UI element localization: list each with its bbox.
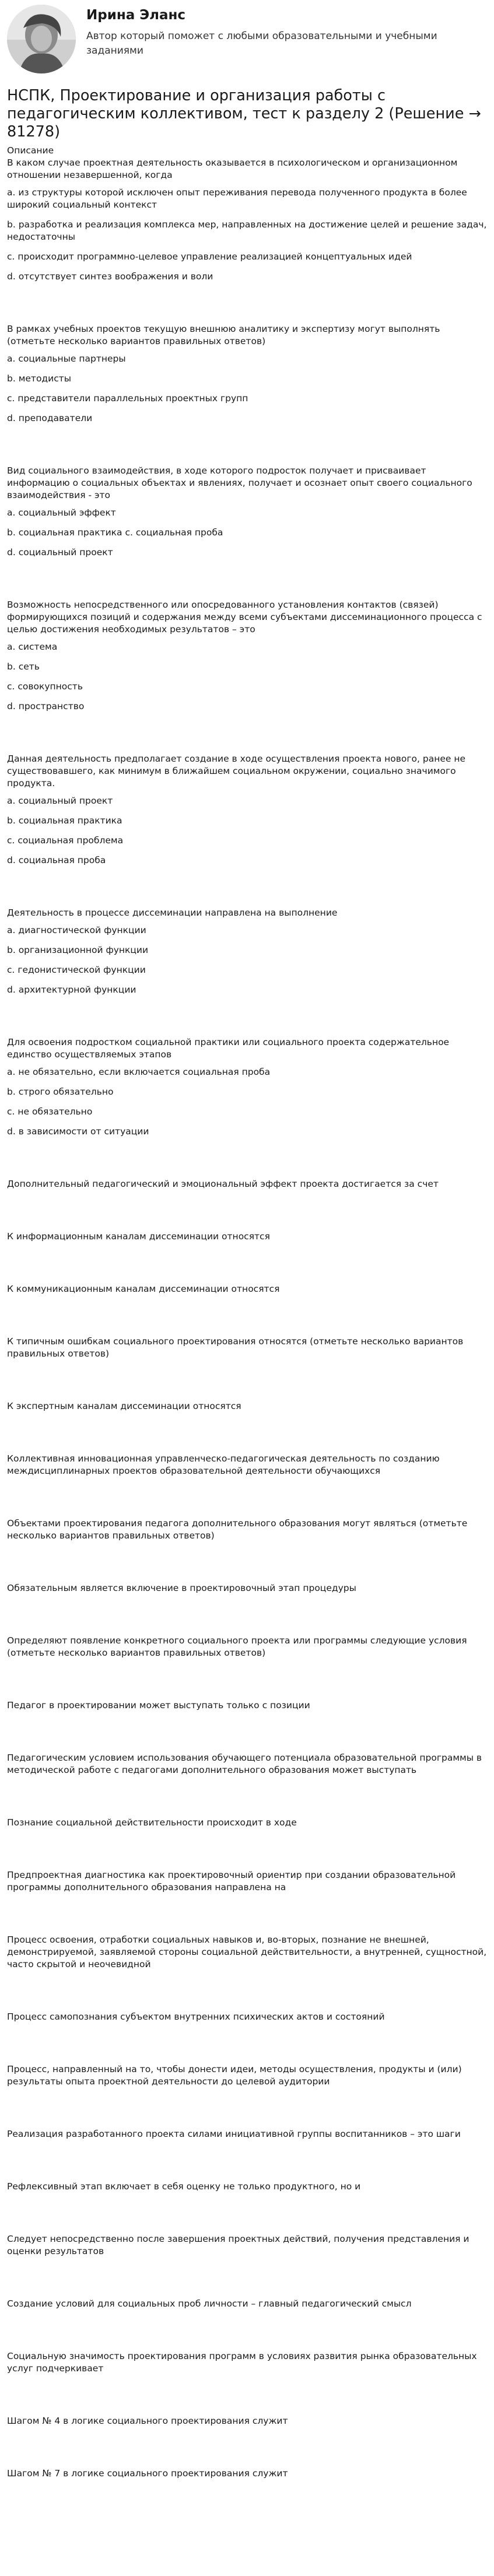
question-block bbox=[7, 1400, 487, 1413]
question-text: К коммуникационным каналам диссеминации относятся bbox=[7, 1284, 280, 1294]
answer-option: b. методисты bbox=[7, 373, 72, 384]
question-block bbox=[7, 2468, 487, 2480]
answer-option: a. социальные партнеры bbox=[7, 353, 126, 364]
question-text: В каком случае проектная деятельность оказывается в психологическом и организационном отношении незавершенной, когда bbox=[7, 157, 458, 180]
question-text: Познание социальной действительности происходит в ходе bbox=[7, 1817, 297, 1828]
question-block bbox=[7, 1178, 487, 1190]
answer-option: a. диагностической функции bbox=[7, 925, 146, 935]
question-text: К типичным ошибкам социального проектирования относятся (отметьте несколько вариантов правильных ответов) bbox=[7, 1336, 464, 1359]
question-text: Процесс освоения, отработки социальных навыков и, во-вторых, познание не внешней, демонстрируемой, заявляемой стороны социальной действительности, а внутренней, сущностной, часто скрытой и неочевидной bbox=[7, 1934, 487, 1969]
question-block bbox=[7, 1817, 487, 1829]
answer-option: d. преподаватели bbox=[7, 413, 93, 423]
question-block bbox=[7, 1699, 487, 1712]
question-block bbox=[7, 2415, 487, 2427]
question-block bbox=[7, 1517, 487, 1542]
question-block bbox=[7, 2011, 487, 2023]
question-block bbox=[7, 2181, 487, 2193]
question-text: Реализация разработанного проекта силами инициативной группы воспитанников – это шаги bbox=[7, 2129, 461, 2139]
question-block bbox=[7, 599, 487, 713]
question-block bbox=[7, 1336, 487, 1360]
question-text: Объектами проектирования педагога дополнительного образования могут являться (отметьте несколько вариантов правильных ответов) bbox=[7, 1518, 468, 1541]
question-block bbox=[7, 2298, 487, 2310]
question-text: Создание условий для социальных проб личности – главный педагогический смысл bbox=[7, 2298, 412, 2309]
author-avatar[interactable] bbox=[7, 5, 76, 73]
question-text: Обязательным является включение в проектировочный этап процедуры bbox=[7, 1583, 356, 1593]
author-header bbox=[7, 0, 487, 78]
answer-option: c. происходит программно-целевое управление реализацией концептуальных идей bbox=[7, 251, 412, 262]
question-text: Определяют появление конкретного социального проекта или программы следующие условия (отметьте несколько вариантов правильных ответов) bbox=[7, 1635, 467, 1658]
question-block bbox=[7, 1582, 487, 1594]
answer-option: c. не обязательно bbox=[7, 1106, 93, 1117]
question-text: Шагом № 4 в логике социального проектирования служит bbox=[7, 2416, 288, 2426]
question-block bbox=[7, 1635, 487, 1659]
question-block bbox=[7, 1869, 487, 1894]
question-text: Предпроектная диагностика как проектировочный ориентир при создании образовательной программы дополнительного образования направлена на bbox=[7, 1870, 456, 1892]
question-text: Социальную значимость проектирования программ в условиях развития рынка образовательных услуг подчеркивает bbox=[7, 2351, 477, 2374]
question-text: Для освоения подростком социальной практики или социального проекта содержательное единство осуществляемых этапов bbox=[7, 1037, 450, 1060]
author-name[interactable]: Ирина Эланс bbox=[86, 8, 186, 23]
answer-option: a. социальный эффект bbox=[7, 507, 116, 518]
description-label: Описание bbox=[7, 145, 54, 156]
question-text: К информационным каналам диссеминации относятся bbox=[7, 1231, 270, 1242]
question-text: Рефлексивный этап включает в себя оценку не только продуктного, но и bbox=[7, 2181, 361, 2192]
answer-option: d. социальный проект bbox=[7, 547, 113, 558]
answer-option: a. из структуры которой исключен опыт переживания перевода полученного продукта в более широкий социальный контекст bbox=[7, 187, 467, 210]
question-text: Возможность непосредственного или опосредованного установления контактов (связей) формирующихся позиций и содержания между всеми субъектами диссеминационного процесса с целью достижения необходимых результатов – это bbox=[7, 600, 482, 635]
answer-option: c. социальная проблема bbox=[7, 835, 124, 846]
answer-option: d. архитектурной функции bbox=[7, 984, 136, 995]
answer-option: a. система bbox=[7, 642, 58, 652]
question-text: Шагом № 7 в логике социального проектирования служит bbox=[7, 2468, 288, 2479]
answer-option: a. социальный проект bbox=[7, 795, 113, 806]
answer-option: d. социальная проба bbox=[7, 855, 106, 865]
answer-option: c. представители параллельных проектных групп bbox=[7, 393, 248, 404]
author-description: Автор который поможет с любыми образовательными и учебными заданиями bbox=[86, 30, 437, 57]
question-block bbox=[7, 1231, 487, 1243]
answer-option: c. совокупность bbox=[7, 681, 83, 692]
question-text: Следует непосредственно после завершения проектных действий, получения представления и оценки результатов bbox=[7, 2234, 470, 2256]
answer-option: d. пространство bbox=[7, 701, 85, 712]
question-text: Данная деятельность предполагает создание в ходе осуществления проекта нового, ранее не существовавшего, как минимум в ближайшем социальном окружении, социально значимого продукта. bbox=[7, 753, 466, 788]
answer-option: b. социальная практика bbox=[7, 815, 122, 826]
question-list bbox=[7, 157, 487, 2480]
question-block bbox=[7, 2350, 487, 2375]
question-block bbox=[7, 157, 487, 283]
question-block bbox=[7, 753, 487, 867]
answer-option: a. не обязательно, если включается социальная проба bbox=[7, 1067, 271, 1077]
question-text: Педагог в проектировании может выступать только с позиции bbox=[7, 1700, 310, 1711]
question-text: Педагогическим условием использования обучающего потенциала образовательной программы в методической работе с педагогами дополнительного образования может выступать bbox=[7, 1753, 482, 1775]
question-text: Дополнительный педагогический и эмоциональный эффект проекта достигается за счет bbox=[7, 1179, 439, 1189]
question-block bbox=[7, 1752, 487, 1776]
question-block bbox=[7, 2233, 487, 2258]
answer-option: b. строго обязательно bbox=[7, 1087, 114, 1097]
question-text: Вид социального взаимодействия, в ходе которого подросток получает и присваивает информацию о социальных объектах и явлениях, получает и осознает опыт своего социального взаимодействия - это bbox=[7, 465, 472, 500]
question-block bbox=[7, 907, 487, 996]
question-block bbox=[7, 2128, 487, 2140]
answer-option: b. разработка и реализация комплекса мер, направленных на достижение целей и решение задач, недостаточны bbox=[7, 219, 487, 242]
question-text: Коллективная инновационная управленческо-педагогическая деятельность по созданию междисциплинарных проектов образовательной деятельности обучающихся bbox=[7, 1453, 440, 1476]
question-text: Деятельность в процессе диссеминации направлена на выполнение bbox=[7, 907, 338, 918]
answer-option: c. гедонистической функции bbox=[7, 965, 146, 975]
answer-option: b. организационной функции bbox=[7, 945, 149, 955]
question-block bbox=[7, 1934, 487, 1971]
question-block bbox=[7, 1036, 487, 1138]
answer-option: b. сеть bbox=[7, 661, 40, 672]
question-text: Процесс самопознания субъектом внутренних психических актов и состояний bbox=[7, 2011, 385, 2022]
question-block bbox=[7, 1453, 487, 1477]
question-text: В рамках учебных проектов текущую внешнюю аналитику и экспертизу могут выполнять (отметьте несколько вариантов правильных ответов) bbox=[7, 324, 440, 346]
question-block bbox=[7, 465, 487, 559]
answer-option: b. социальная практика c. социальная проба bbox=[7, 527, 223, 538]
answer-option: d. в зависимости от ситуации bbox=[7, 1126, 149, 1137]
question-text: Процесс, направленный на то, чтобы донести идеи, методы осуществления, продукты и (или) результаты опыта проектной деятельности до целевой аудитории bbox=[7, 2064, 462, 2087]
question-block bbox=[7, 2063, 487, 2088]
page-title: НСПК, Проектирование и организация работы с педагогическим коллективом, тест к разделу 2 (Решение → 81278) bbox=[7, 87, 481, 141]
question-block bbox=[7, 323, 487, 425]
answer-option: d. отсутствует синтез воображения и воли bbox=[7, 271, 213, 282]
question-block bbox=[7, 1283, 487, 1295]
avatar-image bbox=[7, 5, 76, 73]
question-text: К экспертным каналам диссеминации относятся bbox=[7, 1401, 241, 1411]
